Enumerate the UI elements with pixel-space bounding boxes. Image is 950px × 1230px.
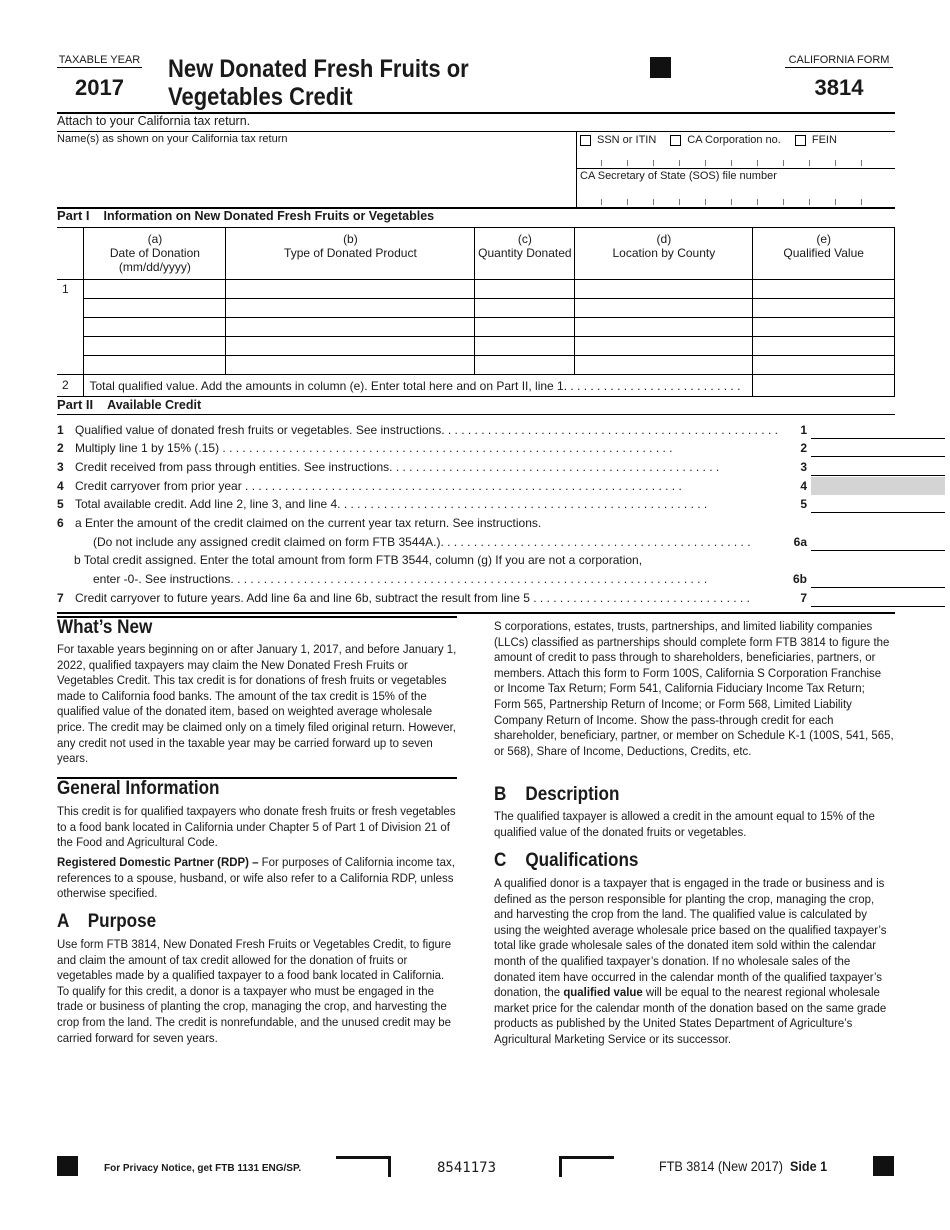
- line-6a-description: 6 a Enter the amount of the credit claimed on the current year tax return. See instructions.: [57, 516, 542, 530]
- date-cell[interactable]: [84, 337, 226, 356]
- id-box-rule: [576, 168, 895, 169]
- sos-file-number-field[interactable]: [577, 199, 895, 207]
- quantity-cell[interactable]: [475, 356, 575, 375]
- date-cell[interactable]: [84, 280, 226, 299]
- part2-heading: [57, 397, 215, 412]
- line-6a-amount[interactable]: [811, 550, 945, 551]
- footer-mark-left: [57, 1156, 78, 1176]
- s-corp-text: S corporations, estates, trusts, partnerships, and limited liability companies (LLCs) classified as partnerships should complete form FTB 3814 to figure the amount of credit to pass through to shareholders, beneficiaries, partners, or members. Attach this form to Form 100S, California S Corporation Franchise or Income Tax Return; Form 541, California Fiduciary Income Tax Return; Form 565, Partnership Return of Income; or Form 568, Limited Liability Company Return of Income. Show the pass-through credit for each shareholder, beneficiary, partner, or member on Schedule K-1 (100S, 541, 565, or 568), Share of Income, Deductions, Credits, etc.: [494, 619, 894, 758]
- qualifications-heading: C Qualifications: [494, 850, 639, 871]
- line-6b: enter -0-. See instructions. . . . . . . . . . . . . . . . . . . . . . . . . . . . . . . . . . . . . . . . . . . . . . . . . . . . . . . . . . . . . . . . . . . . . . . . 6b: [57, 572, 895, 590]
- purpose-text: Use form FTB 3814, New Donated Fresh Fruits or Vegetables Credit, to figure and claim the amount of tax credit allowed for the donation of fruits or vegetables made by a qualified taxpayer to a food bank located in California. To qualify for this credit, a donor is a taxpayer who must be engaged in the trade or business of planting the crop, managing the crop, and harvesting the crop from the land. The credit is nonrefundable, and the unused credit may be carried forward for seven years.: [57, 937, 452, 1045]
- side-label: Side 1: [789, 1158, 828, 1174]
- general-info-heading: General Information: [57, 778, 220, 799]
- line-6a: (Do not include any assigned credit claimed on form FTB 3544A.). . . . . . . . . . . . . . . . . . . . . . . . . . . . . . . . . . . . . . . . . . . . . . . 6a: [57, 535, 895, 553]
- sos-file-label: CA Secretary of State (SOS) file number: [580, 170, 777, 182]
- form-title-line2: Vegetables Credit: [168, 83, 353, 111]
- line-5: 5 Total available credit. Add line 2, line 3, and line 4. . . . . . . . . . . . . . . . . . . . . . . . . . . . . . . . . . . . . . . . . . . . . . . . . . . . . . . . 5: [57, 497, 895, 515]
- name-label: Name(s) as shown on your California tax return: [57, 133, 288, 145]
- taxable-year-label: TAXABLE YEAR: [58, 54, 141, 66]
- table-row: [57, 337, 895, 356]
- form-barcode-number: 8541173: [437, 1160, 497, 1176]
- table-row: [57, 299, 895, 318]
- id-box-divider: [576, 131, 577, 208]
- line-6b-amount[interactable]: [811, 587, 945, 588]
- general-info-text: This credit is for qualified taxpayers who donate fresh fruits or fresh vegetables to a food bank located in California under Chapter 5 of Part 1 of Division 21 of the Food and Agricultural Code.: [57, 804, 456, 850]
- type-cell[interactable]: [226, 318, 475, 337]
- description-text: The qualified taxpayer is allowed a credit in the amount equal to 15% of the qualified value of the donated fruits or vegetables.: [494, 809, 875, 839]
- quantity-cell[interactable]: [475, 337, 575, 356]
- rdp-text: For purposes of California income tax, references to a spouse, husband, or wife also refer to a California RDP, unless otherwise specified.: [57, 855, 455, 901]
- part2-rule: [57, 414, 895, 415]
- registration-mark: [650, 57, 671, 78]
- line-5-amount[interactable]: [811, 512, 945, 513]
- part1-label: Part I: [57, 208, 90, 223]
- taxable-year: 2017: [75, 75, 124, 100]
- row2-number: 2: [57, 375, 84, 397]
- county-cell[interactable]: [575, 318, 753, 337]
- rdp-bold: Registered Domestic Partner (RDP) –: [57, 855, 259, 869]
- qualified-value-bold: qualified value: [563, 985, 643, 1000]
- total-row: [57, 375, 895, 397]
- line-4: 4 Credit carryover from prior year . . . . . . . . . . . . . . . . . . . . . . . . . . . . . . . . . . . . . . . . . . . . . . . . . . . . . . . . . . . . . . . . . . 4: [57, 479, 895, 497]
- col-county-header: (d) Location by County: [575, 228, 753, 280]
- purpose-heading: A Purpose: [57, 911, 157, 932]
- privacy-notice: For Privacy Notice, get FTB 1131 ENG/SP.: [104, 1163, 302, 1174]
- line-1: 1 Qualified value of donated fresh fruits or vegetables. See instructions. . . . . . . . . . . . . . . . . . . . . . . . . . . . . . . . . . . . . . . . . . . . . . . . . . . 1: [57, 423, 895, 441]
- date-cell[interactable]: [84, 299, 226, 318]
- table-row: [57, 318, 895, 337]
- row1-number: 1: [57, 280, 84, 375]
- type-cell[interactable]: [226, 337, 475, 356]
- attach-note: Attach to your California tax return.: [57, 114, 251, 128]
- line-6b-description: b Total credit assigned. Enter the total amount from form FTB 3544, column (g) If you are not a corporation,: [74, 553, 643, 567]
- col-type-header: (b) Type of Donated Product: [226, 228, 475, 280]
- part2-label: Part II: [57, 397, 94, 412]
- id-type-checkboxes: [580, 134, 837, 146]
- rdp-paragraph: [57, 855, 457, 902]
- ca-corp-checkbox[interactable]: [670, 135, 681, 146]
- id-number-field[interactable]: [577, 160, 895, 168]
- value-cell[interactable]: [753, 356, 895, 375]
- total-qualified-label: Total qualified value. Add the amounts in column (e). Enter total here and on Part II, line 1. . . . . . . . . . . . . . . . . . . . . . . . . . .: [84, 375, 753, 397]
- col-quantity-header: (c) Quantity Donated: [475, 228, 575, 280]
- value-cell[interactable]: [753, 280, 895, 299]
- quantity-cell[interactable]: [475, 318, 575, 337]
- type-cell[interactable]: [226, 280, 475, 299]
- qualifications-text: A qualified donor is a taxpayer that is engaged in the trade or business and is defined as the person responsible for planting the crop, managing the crop, and harvesting the crop from the land. The qualified value is calculated by using the weighted average wholesale price based on the qualified taxpayer’s total like grade wholesale sales of the donated item sold within the calendar month of the qualified taxpayer’s donation. If no wholesale sales of the donated item have occurred in the calendar month of the qualified taxpayer’s donation, the qualified value will be equal to the nearest regional wholesale market price for the calendar month of the donation based on the same grade products as published by the United States Department of Agriculture’s Agricultural Marketing Service or its successor.: [494, 876, 887, 1046]
- value-cell[interactable]: [753, 337, 895, 356]
- part2-bottom-rule: [57, 612, 895, 614]
- fein-label: FEIN: [811, 134, 837, 146]
- form-footer-id: FTB 3814 (New 2017) Side 1: [659, 1158, 828, 1174]
- ca-corp-label: CA Corporation no.: [687, 134, 781, 146]
- part1-heading: [57, 208, 448, 223]
- quantity-cell[interactable]: [475, 299, 575, 318]
- footer-bracket-left: [336, 1156, 391, 1177]
- footer-bracket-right: [559, 1156, 614, 1177]
- line-1-amount[interactable]: [811, 438, 945, 439]
- form-title-line1: New Donated Fresh Fruits or: [168, 55, 469, 83]
- line-7-amount[interactable]: [811, 606, 945, 607]
- county-cell[interactable]: [575, 280, 753, 299]
- col-value-header: (e) Qualified Value: [753, 228, 895, 280]
- form-title: [168, 55, 538, 111]
- footer-mark-right: [873, 1156, 894, 1176]
- line-7: 7 Credit carryover to future years. Add line 6a and line 6b, subtract the result from line 5 . . . . . . . . . . . . . . . . . . . . . . . . . . . . . . . . . 7: [57, 591, 895, 609]
- part2-title: Available Credit: [107, 398, 202, 412]
- quantity-cell[interactable]: [475, 280, 575, 299]
- fein-checkbox[interactable]: [795, 135, 806, 146]
- date-cell[interactable]: [84, 356, 226, 375]
- table-row: [57, 280, 895, 299]
- name-section-rule: [57, 131, 895, 132]
- value-cell[interactable]: [753, 318, 895, 337]
- line-2: 2 Multiply line 1 by 15% (.15) . . . . . . . . . . . . . . . . . . . . . . . . . . . . . . . . . . . . . . . . . . . . . . . . . . . . . . . . . . . . . . . . . . . . 2: [57, 441, 895, 459]
- line-3-amount[interactable]: [811, 475, 945, 476]
- line-4-amount-shaded: [811, 477, 945, 495]
- type-cell[interactable]: [226, 299, 475, 318]
- table-row: [57, 356, 895, 375]
- ssn-checkbox[interactable]: [580, 135, 591, 146]
- county-cell[interactable]: [575, 337, 753, 356]
- county-cell[interactable]: [575, 356, 753, 375]
- name-field[interactable]: [57, 160, 576, 208]
- type-cell[interactable]: [226, 356, 475, 375]
- line-3: 3 Credit received from pass through entities. See instructions. . . . . . . . . . . . . . . . . . . . . . . . . . . . . . . . . . . . . . . . . . . . . . . . . . 3: [57, 460, 895, 478]
- value-cell[interactable]: [753, 299, 895, 318]
- description-heading: B Description: [494, 784, 620, 805]
- line-2-amount[interactable]: [811, 456, 945, 457]
- ssn-label: SSN or ITIN: [597, 134, 657, 146]
- county-cell[interactable]: [575, 299, 753, 318]
- col-date-header: (a) Date of Donation (mm/dd/yyyy): [84, 228, 226, 280]
- whats-new-text: For taxable years beginning on or after January 1, 2017, and before January 1, 2022, qualified taxpayers may claim the New Donated Fresh Fruits or Vegetables Credit. This tax credit is for donations of fresh fruits or vegetables made to California food banks. The amount of the tax credit is 15% of the qualified value of the donated item, based on weighted average wholesale price. The credit may be claimed only on a timely filed original return. However, any credit not used in the taxable year may be carried forward up to seven years.: [57, 642, 457, 766]
- part1-title: Information on New Donated Fresh Fruits or Vegetables: [103, 209, 435, 223]
- date-cell[interactable]: [84, 318, 226, 337]
- california-form-label: CALIFORNIA FORM: [785, 54, 893, 68]
- total-qualified-value[interactable]: [753, 375, 895, 397]
- whats-new-heading: What’s New: [57, 617, 153, 638]
- table-corner: [57, 228, 84, 280]
- form-number: 3814: [814, 75, 864, 100]
- donation-table: [57, 227, 895, 397]
